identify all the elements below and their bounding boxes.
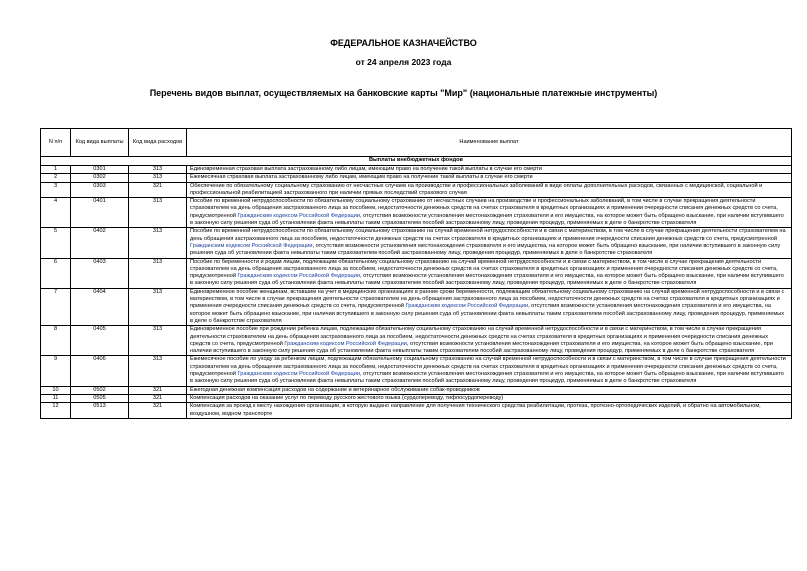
expense-code: 313 (129, 166, 187, 174)
expense-code: 313 (129, 258, 187, 288)
table-row (41, 228, 792, 258)
civil-code-link[interactable]: Гражданским кодексом Российской Федерации (237, 212, 361, 219)
payment-name (187, 403, 792, 419)
table-row (41, 386, 792, 394)
payment-code: 0303 (71, 182, 129, 198)
expense-code: 321 (129, 386, 187, 394)
payment-name (187, 326, 792, 356)
expense-code: 313 (129, 228, 187, 258)
civil-code-link[interactable]: Гражданским кодексом Российской Федерации (237, 371, 361, 378)
payment-code: 0505 (71, 394, 129, 402)
expense-code: 313 (129, 326, 187, 356)
payment-code: 0301 (71, 166, 129, 174)
payment-name-text: Компенсация за проезд к месту нахождения организации, в которую выдано направление для получения технического средства реабилитации, протеза, протезно-ортопедических изделий, и обратно на автомобильном, воздушном, водном транспорте (190, 403, 761, 417)
payment-name-text-cont: , отсутствия возможности установления местонахождения страхователя и его имущества, на которое может быть обращено взыскание, при наличии вступившего в законную силу решения суда об установлении факта невыплаты таким страхователем пособий застрахованному лицу, проведения процедур, применяемых в деле о банкротстве страхователя (190, 371, 784, 385)
payment-name-text: Ежегодная денежная компенсация расходов на содержание и ветеринарное обслуживание собак-проводников (190, 386, 480, 393)
payment-code: 0402 (71, 228, 129, 258)
table-row (41, 288, 792, 325)
table-header-row (41, 129, 792, 157)
row-number: 2 (41, 174, 71, 182)
payment-name (187, 182, 792, 198)
expense-code: 321 (129, 182, 187, 198)
payment-name-text-cont: , отсутствия возможности установления местонахождения страхователя и его имущества, на которое может быть обращено взыскание, при наличии вступившего в законную силу решения суда об установлении факта невыплаты таким страхователем пособий застрахованному лицу, проведения процедур, применяемых в деле о банкротстве страхователя (190, 212, 784, 227)
payments-table (40, 128, 792, 419)
document-date: от 24 апреля 2023 года (355, 57, 452, 67)
row-number: 4 (41, 198, 71, 228)
section-title: Выплаты внебюджетных фондов (41, 157, 792, 166)
payment-name (187, 394, 792, 402)
expense-code: 313 (129, 356, 187, 386)
row-number: 8 (41, 326, 71, 356)
payment-name (187, 356, 792, 386)
payment-name-text: Пособие по беременности и родам лицам, подлежащим обязательному социальному страхованию на случай временной нетрудоспособности и в связи с материнством, в том числе в случае прекращения деятельности страхователем на день обращения застрахованного лица за пособием, недостаточности денежных средств на счетах страхователя в кредитных организациях и применения очередности списания денежных средств со счета, предусмотренной (190, 258, 778, 280)
payment-code: 0403 (71, 258, 129, 288)
row-number: 5 (41, 228, 71, 258)
payment-name-text-cont: , отсутствия возможности установления местонахождения страхователя и его имущества, на которое может быть обращено взыскание, при наличии вступившего в законную силу решения суда об установлении факта невыплаты таким страхователем пособий застрахованному лицу, проведения процедур, применяемых в деле о банкротстве страхователя (190, 273, 784, 287)
payment-code: 0406 (71, 356, 129, 386)
payment-name (187, 288, 792, 325)
payment-name-text: Ежемесячная страховая выплата застрахованному либо лицам, имеющим право на получение такой выплаты в случае его смерти (190, 174, 533, 181)
header-num: N п/п (41, 129, 71, 157)
table-row (41, 403, 792, 419)
payment-code: 0513 (71, 403, 129, 419)
row-number: 3 (41, 182, 71, 198)
document-title: Перечень видов выплат, осуществляемых на банковские карты "Мир" (национальные платежные инструменты) (149, 88, 658, 98)
civil-code-link[interactable]: Гражданским кодексом Российской Федерации (237, 273, 361, 280)
payment-name-text: Ежемесячное пособие по уходу за ребенком лицам, подлежащим обязательному социальному страхованию на случай временной нетрудоспособности и в связи с материнством, в том числе в случае прекращения деятельности страхователем на день обращения застрахованного лица за пособием, недостаточности денежных средств на счетах страхователя в кредитных организациях и применения очередности списания денежных средств со счета, предусмотренной (190, 356, 786, 378)
expense-code: 321 (129, 403, 187, 419)
row-number: 6 (41, 258, 71, 288)
payment-name (187, 166, 792, 174)
payment-name-text-cont: , отсутствия возможности установления местонахождения страхователя и его имущества, на которое может быть обращено взыскание, при наличии вступившего в законную силу решения суда об установлении факта невыплаты таким страхователем пособий застрахованному лицу, проведения процедур, применяемых в деле о банкротстве страхователя (190, 242, 781, 257)
table-row (41, 182, 792, 198)
header-expense-code: Код вида расходов (129, 129, 187, 157)
civil-code-link[interactable]: Гражданским кодексом Российской Федерации (190, 242, 313, 249)
payment-name-text: Единовременное пособие при рождении ребенка лицам, подлежащим обязательному социальному страхованию на случай временной нетрудоспособности и в связи с материнством, в том числе в случае прекращения деятельности страхователем на день обращения застрахованного лица за пособием, недостаточности денежных средств на счетах страхователя в кредитных организациях и применения очередности списания денежных средств со счета, предусмотренной (190, 326, 769, 347)
row-number: 9 (41, 356, 71, 386)
row-number: 1 (41, 166, 71, 174)
header-payment-name: Наименование выплат (187, 129, 792, 157)
row-number: 10 (41, 386, 71, 394)
row-number: 11 (41, 394, 71, 402)
payment-name (187, 386, 792, 394)
org-title: ФЕДЕРАЛЬНОЕ КАЗНАЧЕЙСТВО (330, 38, 477, 48)
payment-name-text: Единовременное пособие женщинам, вставшим на учет в медицинских организациях в ранние сроки беременности, подлежащим обязательному социальному страхованию на случай временной нетрудоспособности и в связи с материнством, в том числе в случае прекращения деятельности страхователем на день обращения застрахованного лица за пособием, недостаточности денежных средств на счетах страхователя в кредитных организациях и применения очередности списания денежных средств со счета, предусмотренной (190, 288, 785, 310)
payment-name-text: Пособие по временной нетрудоспособности по обязательному социальному страхованию на случай временной нетрудоспособности и в связи с материнством, в том числе в случае прекращения деятельности страхователем на день обращения застрахованного лица за пособием, недостаточности денежных средств на счетах страхователя в кредитных организациях и применения очередности списания денежных средств со счета, предусмотренной (190, 228, 786, 242)
payment-name (187, 198, 792, 228)
table-row (41, 356, 792, 386)
payment-name-text: Единовременная страховая выплата застрахованному либо лицам, имеющим право на получение такой выплаты в случае его смерти (190, 166, 542, 172)
payment-name (187, 174, 792, 182)
row-number: 12 (41, 403, 71, 419)
civil-code-link[interactable]: Гражданским кодексом Российской Федерации (284, 340, 407, 347)
payment-name-text: Обеспечение по обязательному социальному страхованию от несчастных случаев на производстве и профессиональных заболеваний в виде оплаты дополнительных расходов, связанных с медицинской, социальной и профессиональной реабилитацией застрахованного при наличии прямых последствий страхового случая (190, 182, 763, 196)
expense-code: 313 (129, 174, 187, 182)
payment-name (187, 258, 792, 288)
row-number: 7 (41, 288, 71, 325)
table-row (41, 174, 792, 182)
expense-code: 321 (129, 394, 187, 402)
payment-code: 0405 (71, 326, 129, 356)
payment-code: 0302 (71, 174, 129, 182)
payment-name-text: Компенсация расходов на оказание услуг по переводу русского жестового языка (сурдопереводу, тифлосурдопереводу) (190, 394, 504, 401)
expense-code: 313 (129, 288, 187, 325)
payment-name-text-cont: , отсутствия возможности установления местонахождения страхователя и его имущества, на которое может быть обращено взыскание, при наличии вступившего в законную силу решения суда об установлении факта невыплаты таким страхователем пособий застрахованному лицу, проведения процедур, применяемых в деле о банкротстве страхователя (190, 340, 773, 355)
payment-code: 0404 (71, 288, 129, 325)
table-row (41, 166, 792, 174)
table-row (41, 258, 792, 288)
payment-name-text: Пособие по временной нетрудоспособности по обязательному социальному страхованию от несчастных случаев на производстве и профессиональных заболеваний, в том числе в случае прекращения деятельности страхователем на день обращения застрахованного лица за пособием, недостаточности денежных средств на счетах страхователя в кредитных организациях и применении очередности списания денежных средств со счета, предусмотренной (190, 198, 778, 219)
payment-name (187, 228, 792, 258)
expense-code: 313 (129, 198, 187, 228)
civil-code-link[interactable]: Гражданским кодексом Российской Федерации (405, 303, 529, 310)
payment-code: 0401 (71, 198, 129, 228)
section-row (41, 157, 792, 166)
table-row (41, 198, 792, 228)
payment-code: 0502 (71, 386, 129, 394)
table-row (41, 394, 792, 402)
payment-name-text-cont: , отсутствия возможности установления местонахождения страхователя и его имущества, на которое может быть обращено взыскание, при наличии вступившего в законную силу решения суда об установлении факта невыплаты таким страхователем пособий застрахованному лицу, проведения процедур, применяемых в деле о банкротстве страхователя (190, 303, 785, 324)
header-payment-code: Код вида выплаты (71, 129, 129, 157)
table-row (41, 326, 792, 356)
